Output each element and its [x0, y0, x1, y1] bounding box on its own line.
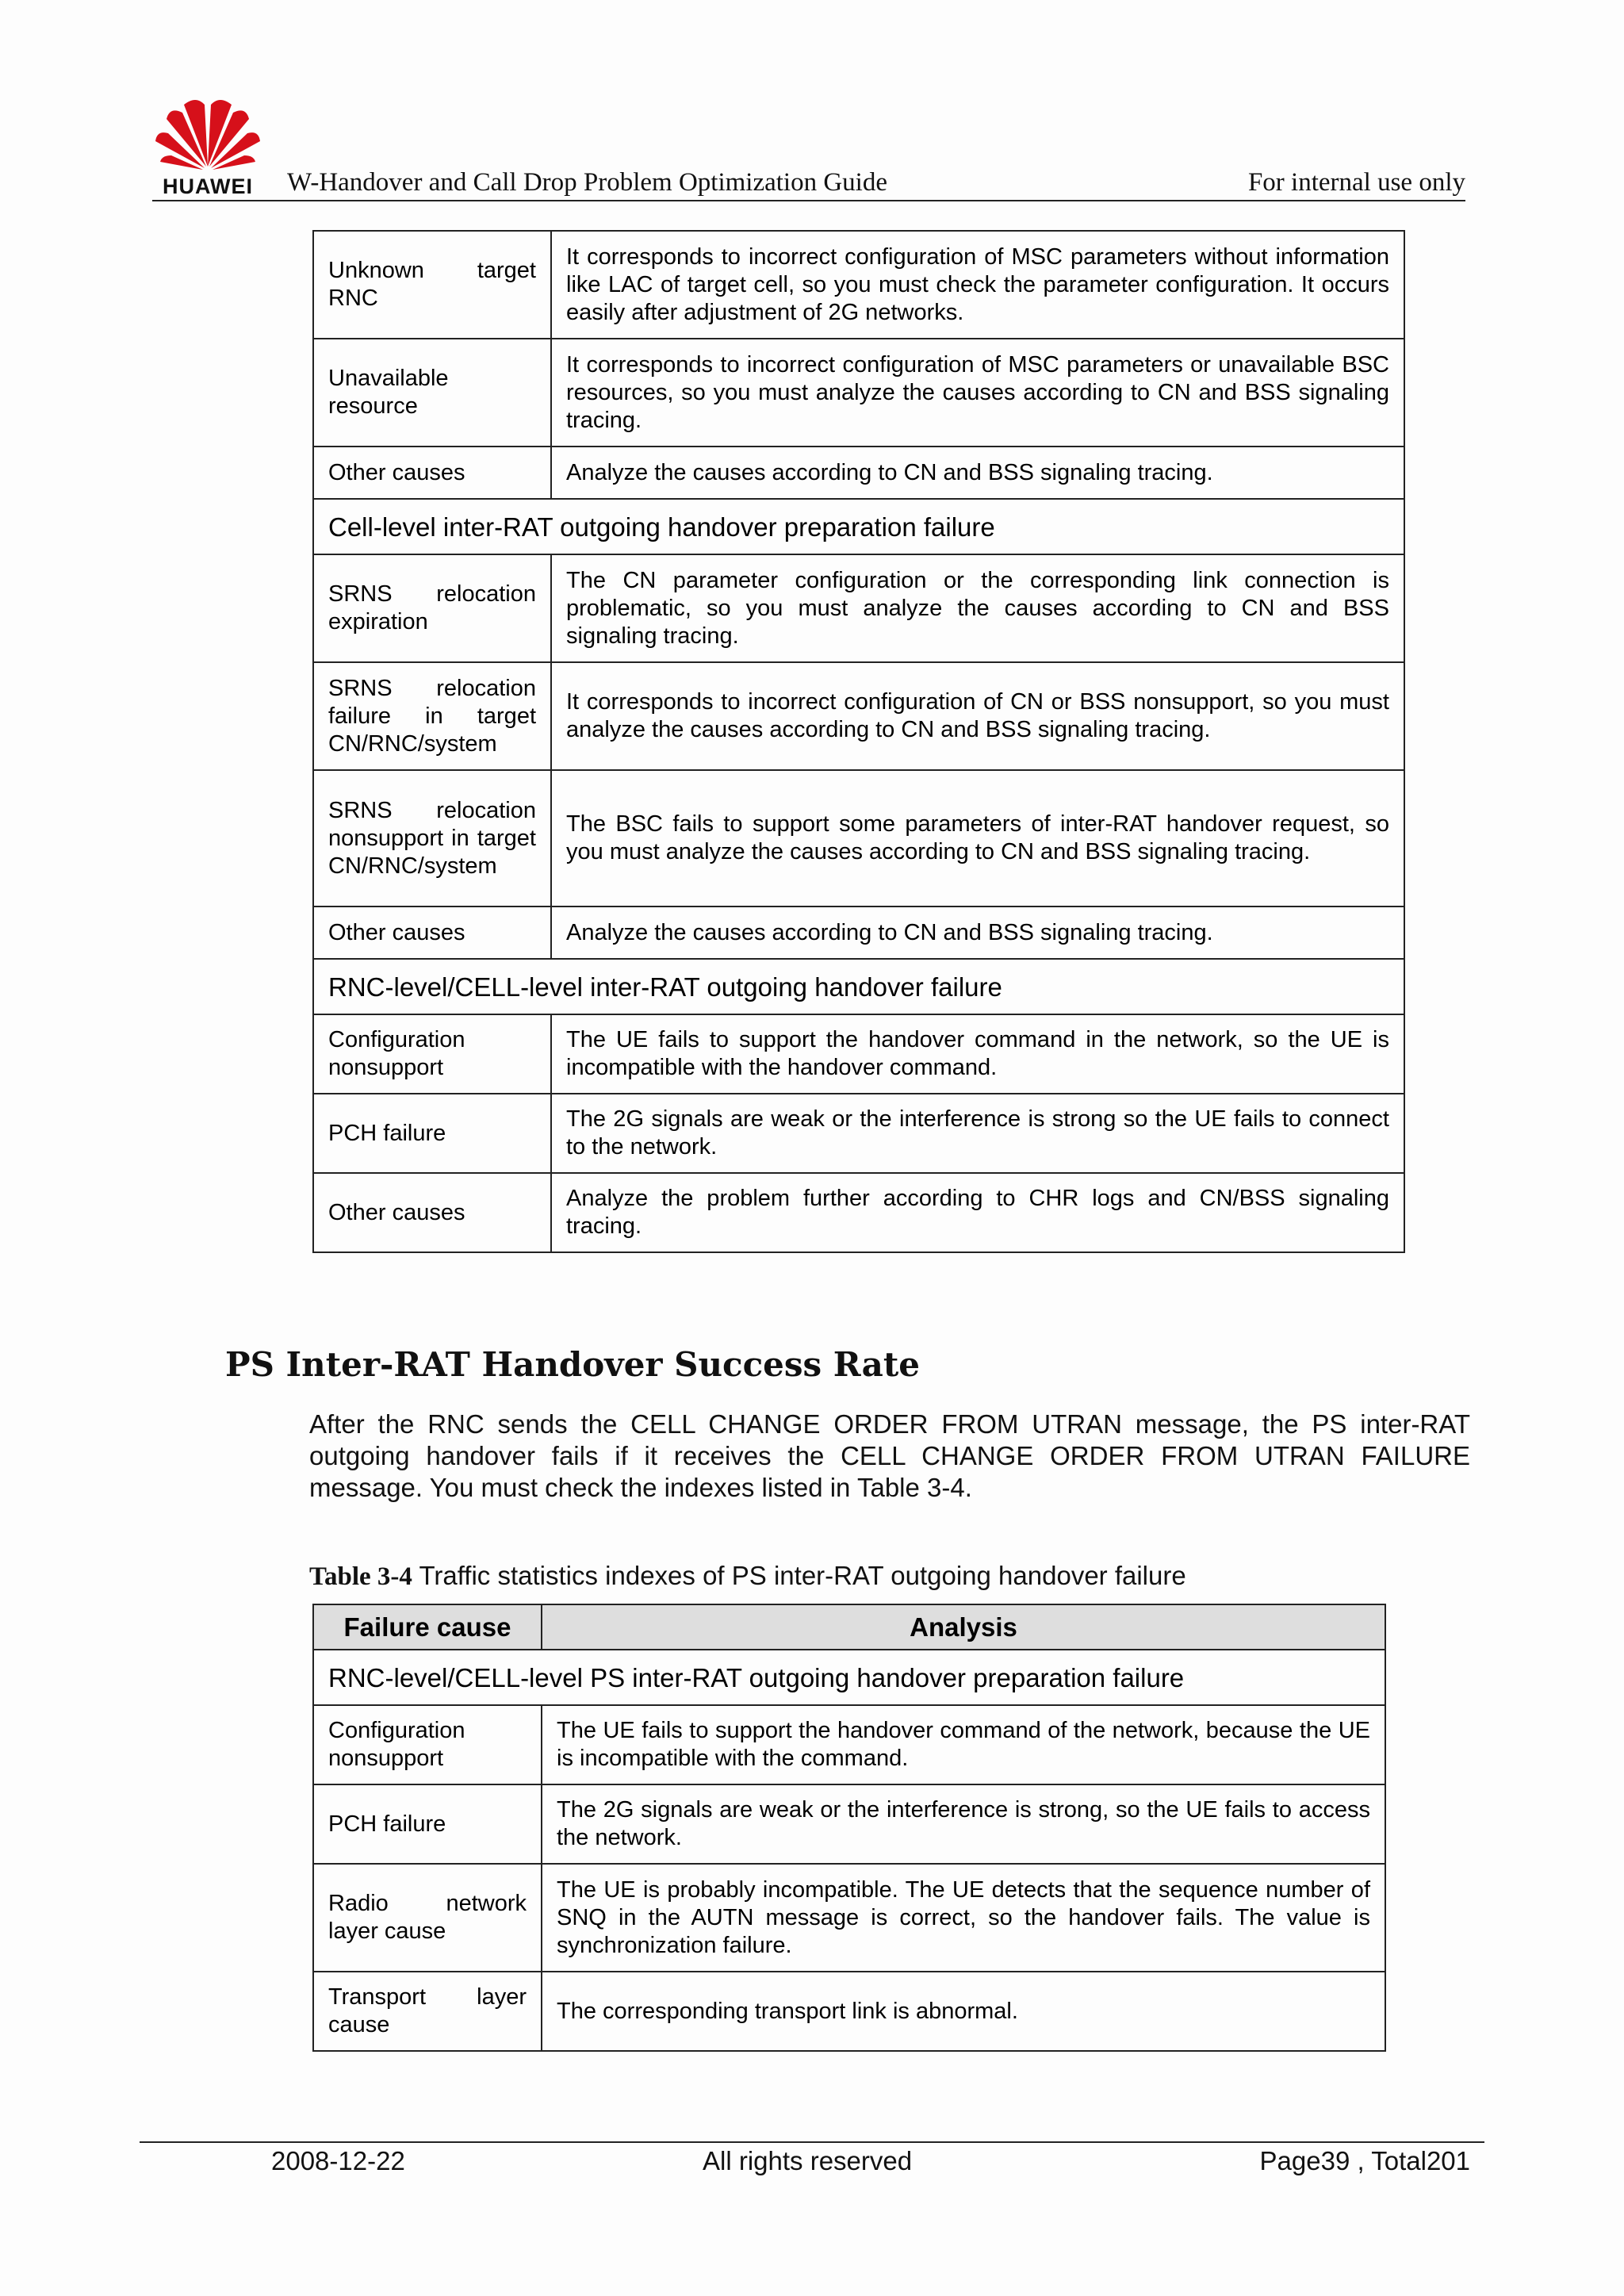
- table-row: [313, 1014, 1404, 1094]
- footer-date: 2008-12-22: [271, 2146, 405, 2175]
- analysis-cell: Analyze the problem further according to CHR logs and CN/BSS signaling tracing.: [551, 1173, 1404, 1252]
- section-row: [313, 959, 1404, 1014]
- table-header-row: [313, 1604, 1385, 1650]
- failure-cause-cell: Other causes: [313, 1173, 551, 1252]
- failure-cause-cell: PCH failure: [313, 1094, 551, 1173]
- section-paragraph: After the RNC sends the CELL CHANGE ORDER FROM UTRAN message, the PS inter-RAT outgoing handover fails if it receives the CELL CHANGE ORDER FROM UTRAN FAILURE message. You must check the indexes listed in Table 3-4.: [309, 1409, 1470, 1502]
- section-title: RNC-level/CELL-level PS inter-RAT outgoing handover preparation failure: [313, 1650, 1385, 1705]
- analysis-cell: The 2G signals are weak or the interference is strong, so the UE fails to access the network.: [542, 1784, 1385, 1864]
- section-row: [313, 1650, 1385, 1705]
- huawei-logo: [152, 89, 263, 201]
- page-header: [152, 89, 1465, 201]
- table-row: [313, 770, 1404, 907]
- footer-rights: All rights reserved: [703, 2146, 913, 2175]
- table1-body: [313, 231, 1404, 1252]
- table-row: [313, 1094, 1404, 1173]
- ps-handover-failure-table: [312, 1604, 1386, 2052]
- analysis-cell: The corresponding transport link is abnormal.: [542, 1972, 1385, 2051]
- logo-wordmark: HUAWEI: [163, 174, 253, 198]
- analysis-cell: The UE fails to support the handover command in the network, so the UE is incompatible with the handover command.: [551, 1014, 1404, 1094]
- analysis-cell: The CN parameter configuration or the corresponding link connection is problematic, so you must analyze the causes according to CN and BSS signaling tracing.: [551, 554, 1404, 662]
- analysis-cell: The 2G signals are weak or the interference is strong so the UE fails to connect to the network.: [551, 1094, 1404, 1173]
- analysis-cell: The UE is probably incompatible. The UE detects that the sequence number of SNQ in the AUTN message is correct, so the handover fails. The value is synchronization failure.: [542, 1864, 1385, 1972]
- failure-cause-cell: Radio network layer cause: [313, 1864, 542, 1972]
- table-row: [313, 907, 1404, 959]
- header-failure-cause: Failure cause: [313, 1604, 542, 1650]
- failure-cause-cell: SRNS relocation failure in target CN/RNC/system: [313, 662, 551, 770]
- classification-label: For internal use only: [1247, 168, 1465, 197]
- table-row: [313, 1705, 1385, 1784]
- section-heading: PS Inter-RAT Handover Success Rate: [225, 1345, 921, 1384]
- failure-cause-cell: Other causes: [313, 907, 551, 959]
- table-caption-number: Table 3-4: [309, 1562, 412, 1591]
- analysis-cell: The UE fails to support the handover command of the network, because the UE is incompatible with the command.: [542, 1705, 1385, 1784]
- section-title: Cell-level inter-RAT outgoing handover preparation failure: [313, 499, 1404, 554]
- huawei-flower-icon: [152, 89, 263, 176]
- failure-cause-cell: Configuration nonsupport: [313, 1014, 551, 1094]
- table-row: [313, 447, 1404, 499]
- cs-handover-failure-table: [312, 230, 1405, 1253]
- table-caption-text: Traffic statistics indexes of PS inter-RAT outgoing handover failure: [412, 1561, 1186, 1590]
- section-title: RNC-level/CELL-level inter-RAT outgoing handover failure: [313, 959, 1404, 1014]
- failure-cause-cell: PCH failure: [313, 1784, 542, 1864]
- analysis-cell: It corresponds to incorrect configuration of MSC parameters or unavailable BSC resources, so you must analyze the causes according to CN and BSS signaling tracing.: [551, 339, 1404, 447]
- table-row: [313, 554, 1404, 662]
- analysis-cell: Analyze the causes according to CN and BSS signaling tracing.: [551, 447, 1404, 499]
- header-analysis: Analysis: [542, 1604, 1385, 1650]
- section-row: [313, 499, 1404, 554]
- table-row: [313, 1972, 1385, 2051]
- table-row: [313, 231, 1404, 339]
- document-title: W-Handover and Call Drop Problem Optimization Guide: [287, 168, 888, 197]
- analysis-cell: It corresponds to incorrect configuration of MSC parameters without information like LAC of target cell, so you must check the parameter configuration. It occurs easily after adjustment of 2G networks.: [551, 231, 1404, 339]
- footer-divider: [140, 2141, 1484, 2143]
- table2-body: [313, 1650, 1385, 2051]
- table-row: [313, 1784, 1385, 1864]
- failure-cause-cell: Other causes: [313, 447, 551, 499]
- failure-cause-cell: Unavailable resource: [313, 339, 551, 447]
- analysis-cell: It corresponds to incorrect configuration of CN or BSS nonsupport, so you must analyze the causes according to CN and BSS signaling tracing.: [551, 662, 1404, 770]
- footer-page-number: Page39 , Total201: [1259, 2146, 1470, 2175]
- table-row: [313, 662, 1404, 770]
- table-row: [313, 1864, 1385, 1972]
- header-divider: [152, 200, 1465, 201]
- failure-cause-cell: Configuration nonsupport: [313, 1705, 542, 1784]
- table-row: [313, 1173, 1404, 1252]
- failure-cause-cell: SRNS relocation nonsupport in target CN/RNC/system: [313, 770, 551, 907]
- analysis-cell: The BSC fails to support some parameters of inter-RAT handover request, so you must analyze the causes according to CN and BSS signaling tracing.: [551, 770, 1404, 907]
- table-row: [313, 339, 1404, 447]
- failure-cause-cell: Unknown target RNC: [313, 231, 551, 339]
- table-caption: [309, 1561, 1186, 1592]
- analysis-cell: Analyze the causes according to CN and BSS signaling tracing.: [551, 907, 1404, 959]
- failure-cause-cell: Transport layer cause: [313, 1972, 542, 2051]
- failure-cause-cell: SRNS relocation expiration: [313, 554, 551, 662]
